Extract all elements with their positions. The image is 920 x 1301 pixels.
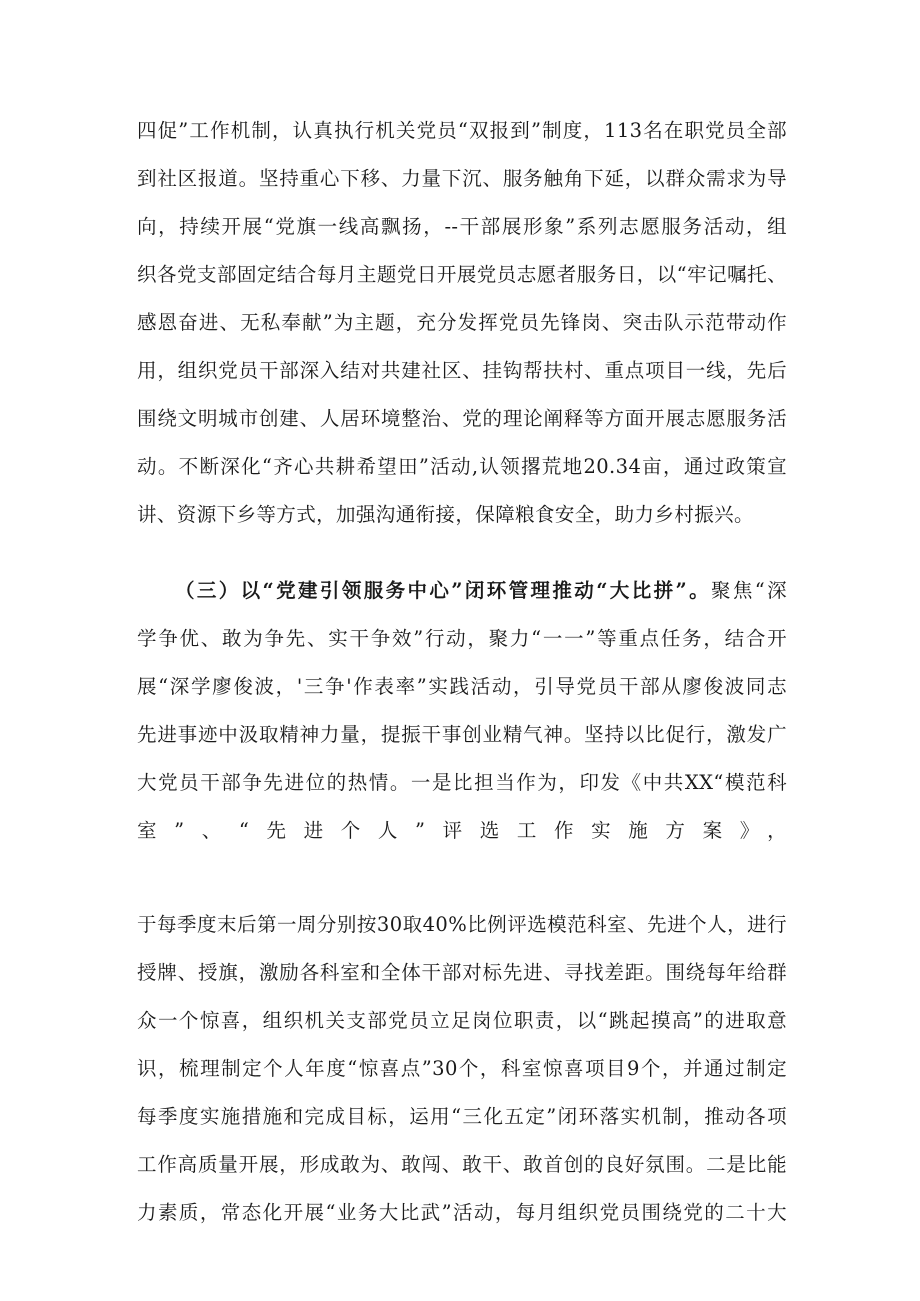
section-heading-rest: 聚焦“深	[710, 579, 788, 602]
paragraph-line: 室”、“先进个人”评选工作实施方案》，	[137, 819, 787, 842]
section-heading-line	[175, 578, 787, 604]
paragraph-line: 工作高质量开展，形成敢为、敢闯、敢干、敢首创的良好氛围。二是比能	[137, 1153, 787, 1176]
paragraph-line: 于每季度末后第一周分别按30取40%比例评选模范科室、先进个人，进行	[137, 913, 787, 936]
paragraph-line: 每季度实施措施和完成目标，运用“三化五定”闭环落实机制，推动各项	[137, 1105, 787, 1128]
paragraph-line: 向，持续开展“党旗一线高飘扬，--干部展形象”系列志愿服务活动，组	[137, 215, 787, 238]
paragraph-line: 大党员干部争先进位的热情。一是比担当作为，印发《中共XX“模范科	[137, 771, 787, 794]
paragraph-line: 到社区报道。坚持重心下移、力量下沉、服务触角下延，以群众需求为导	[137, 167, 787, 190]
paragraph-line: 动。不断深化“齐心共耕希望田”活动,认领撂荒地20.34亩，通过政策宣	[137, 455, 787, 478]
paragraph-line: 四促”工作机制，认真执行机关党员“双报到”制度，113名在职党员全部	[137, 119, 787, 142]
paragraph-line: 学争优、敢为争先、实干争效”行动，聚力“一一”等重点任务，结合开	[137, 627, 787, 650]
paragraph-line: 展“深学廖俊波，'三争'作表率”实践活动，引导党员干部从廖俊波同志	[137, 675, 787, 698]
paragraph-line: 讲、资源下乡等方式，加强沟通衔接，保障粮食安全，助力乡村振兴。	[137, 503, 754, 526]
paragraph-line: 众一个惊喜，组织机关支部党员立足岗位职责，以“跳起摸高”的进取意	[137, 1009, 787, 1032]
paragraph-line: 先进事迹中汲取精神力量，提振干事创业精气神。坚持以比促行，激发广	[137, 723, 787, 746]
paragraph-line: 围绕文明城市创建、人居环境整治、党的理论阐释等方面开展志愿服务活	[137, 407, 787, 430]
paragraph-line: 织各党支部固定结合每月主题党日开展党员志愿者服务日，以“牢记嘱托、	[137, 263, 787, 286]
paragraph-line: 用，组织党员干部深入结对共建社区、挂钩帮扶村、重点项目一线，先后	[137, 359, 787, 382]
paragraph-line: 感恩奋进、无私奉献”为主题，充分发挥党员先锋岗、突击队示范带动作	[137, 311, 787, 334]
section-heading: （三）以“党建引领服务中心”闭环管理推动“大比拼”。	[175, 579, 711, 602]
paragraph-line: 识，梳理制定个人年度“惊喜点”30个，科室惊喜项目9个，并通过制定	[137, 1057, 787, 1080]
paragraph-line: 力素质，常态化开展“业务大比武”活动，每月组织党员围绕党的二十大	[137, 1201, 787, 1224]
paragraph-line: 授牌、授旗，激励各科室和全体干部对标先进、寻找差距。围绕每年给群	[137, 961, 787, 984]
